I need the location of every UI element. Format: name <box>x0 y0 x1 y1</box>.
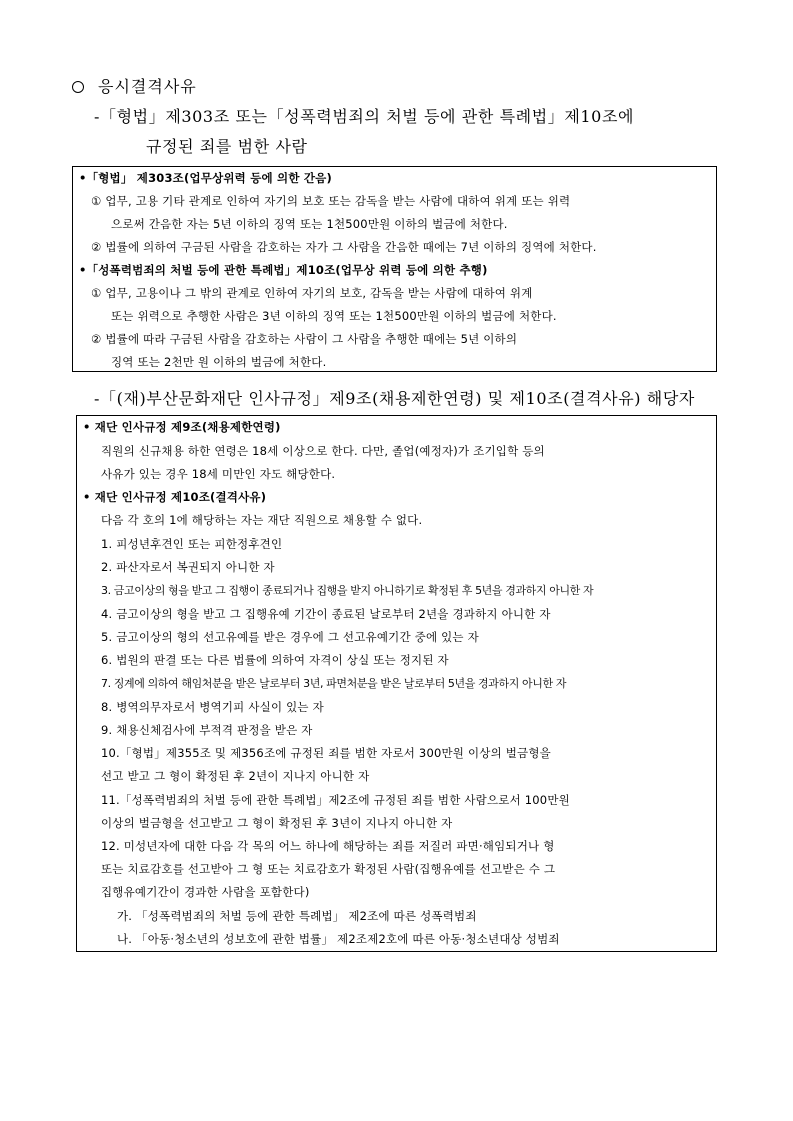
box2-item: 1. 피성년후견인 또는 피한정후견인 <box>101 537 283 551</box>
sub-item-1-line-1: -「형법」제303조 또는「성폭력범죄의 처벌 등에 관한 특례법」제10조에 <box>94 107 635 126</box>
box1-line: ① 업무, 고용이나 그 밖의 관계로 인하여 자기의 보호, 감독을 받는 사람에 대하여 위계 <box>91 286 533 300</box>
circle-bullet-icon <box>72 81 84 93</box>
box1-line: ② 법률에 따라 구금된 사람을 감호하는 사람이 그 사람을 추행한 때에는 5년 이하의 <box>91 332 518 346</box>
box2-title-2: • 재단 인사규정 제10조(결격사유) <box>83 490 267 504</box>
box2-item: 11.「성폭력범죄의 처벌 등에 관한 특례법」제2조에 규정된 죄를 범한 사람으로서 100만원 <box>101 793 570 807</box>
box2-line: 선고 받고 그 형이 확정된 후 2년이 지나지 아니한 자 <box>101 769 370 783</box>
box2-item: 9. 채용신체검사에 부적격 판정을 받은 자 <box>101 723 313 737</box>
box1-line: 으로써 간음한 자는 5년 이하의 징역 또는 1천500만원 이하의 벌금에 처한다. <box>111 217 508 231</box>
box2-item: 2. 파산자로서 복권되지 아니한 자 <box>101 560 275 574</box>
box2-subitem: 나. 「아동·청소년의 성보호에 관한 법률」 제2조제2호에 따른 아동·청소년대상 성범죄 <box>117 932 560 946</box>
box2-item: 3. 금고이상의 형을 받고 그 집행이 종료되거나 집행을 받지 아니하기로 확정된 후 5년을 경과하지 아니한 자 <box>101 584 594 597</box>
box2-item: 7. 징계에 의하여 해임처분을 받은 날로부터 3년, 파면처분을 받은 날로부터 5년을 경과하지 아니한 자 <box>101 677 567 690</box>
regulation-excerpt-box-2 <box>76 415 717 952</box>
box1-line: 징역 또는 2천만 원 이하의 벌금에 처한다. <box>111 355 327 369</box>
box2-item: 12. 미성년자에 대한 다음 각 목의 어느 하나에 해당하는 죄를 저질러 파면·해임되거나 형 <box>101 839 555 853</box>
box2-item: 6. 법원의 판결 또는 다른 법률에 의하여 자격이 상실 또는 정지된 자 <box>101 653 449 667</box>
box2-line: 직원의 신규채용 하한 연령은 18세 이상으로 한다. 다만, 졸업(예정자)가 조기입학 등의 <box>101 444 545 458</box>
box2-subitem: 가. 「성폭력범죄의 처벌 등에 관한 특례법」 제2조에 따른 성폭력범죄 <box>117 909 477 923</box>
law-excerpt-box-1 <box>72 166 717 372</box>
box1-title-1: •「형법」 제303조(업무상위력 등에 의한 간음) <box>79 171 332 185</box>
box2-line: 다음 각 호의 1에 해당하는 자는 재단 직원으로 채용할 수 없다. <box>101 513 423 527</box>
box2-item: 4. 금고이상의 형을 받고 그 집행유예 기간이 종료된 날로부터 2년을 경과하지 아니한 자 <box>101 607 551 621</box>
box2-title-1: • 재단 인사규정 제9조(채용제한연령) <box>83 420 281 434</box>
box1-line: ① 업무, 고용 기타 관계로 인하여 자기의 보호 또는 감독을 받는 사람에 대하여 위계 또는 위력 <box>91 194 571 208</box>
box1-title-2: •「성폭력범죄의 처벌 등에 관한 특례법」제10조(업무상 위력 등에 의한 추행) <box>79 263 488 277</box>
box2-line: 사유가 있는 경우 18세 미만인 자도 해당한다. <box>101 467 336 481</box>
box2-line: 집행유예기간이 경과한 사람을 포함한다) <box>101 885 310 899</box>
box2-item: 8. 병역의무자로서 병역기피 사실이 있는 자 <box>101 700 324 714</box>
section-heading-text: 응시결격사유 <box>98 77 197 96</box>
box2-item: 10.「형법」제355조 및 제356조에 규정된 죄를 범한 자로서 300만원 이상의 벌금형을 <box>101 746 551 760</box>
box2-line: 이상의 벌금형을 선고받고 그 형이 확정된 후 3년이 지나지 아니한 자 <box>101 816 453 830</box>
box1-line: 또는 위력으로 추행한 사람은 3년 이하의 징역 또는 1천500만원 이하의 벌금에 처한다. <box>111 309 557 323</box>
box2-item: 5. 금고이상의 형의 선고유예를 받은 경우에 그 선고유예기간 중에 있는 자 <box>101 630 479 644</box>
section-heading <box>72 74 197 97</box>
box2-line: 또는 치료감호를 선고받아 그 형 또는 치료감호가 확정된 사람(집행유예를 선고받은 수 그 <box>101 862 556 876</box>
sub-item-1-line-2: 규정된 죄를 범한 사람 <box>146 137 308 156</box>
sub-item-2: -「(재)부산문화재단 인사규정」제9조(채용제한연령) 및 제10조(결격사유) 해당자 <box>94 389 695 408</box>
box1-line: ② 법률에 의하여 구금된 사람을 감호하는 자가 그 사람을 간음한 때에는 7년 이하의 징역에 처한다. <box>91 240 597 254</box>
